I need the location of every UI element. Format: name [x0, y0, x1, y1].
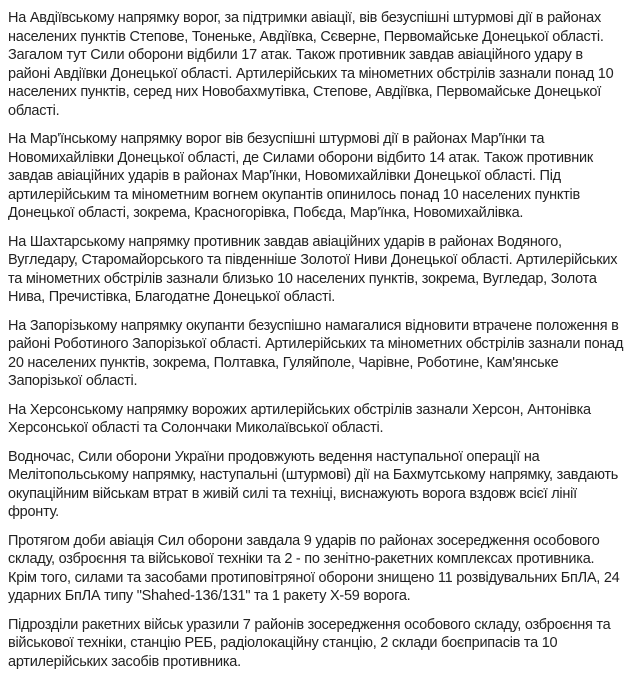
paragraph-shakhtarsk-direction: На Шахтарському напрямку противник завдав авіаційних ударів в районах Водяного, Вугледару, Старомайорського та південніше Золотої Ниви Донецької області. Артилерійських та мінометних обстрілів зазнали близько 10 населених пунктів, зокрема, Вугледар, Золота Нива, Пречистівка, Благодатне Донецької області.	[8, 233, 618, 305]
paragraph-offensive-operations: Водночас, Сили оборони України продовжують ведення наступальної операції на Мелітопольському напрямку, наступальні (штурмові) дії на Бахмутському напрямку, завдають окупаційним військам втрат в живій силі та техніці, виснажують ворога вздовж всієї лінії фронту.	[8, 448, 619, 520]
paragraph-avdiivka-direction: На Авдіївському напрямку ворог, за підтримки авіації, вів безуспішні штурмові дії в районах населених пунктів Степове, Тоненьке, Авдіївка, Сєверне, Первомайське Донецької області. Загалом тут Сили оборони відбили 17 атак. Також противник завдав авіаційного удару в районі Авдіївки Донецької області. Артилерійських та мінометних обстрілів зазнали понад 10 населених пунктів, серед них Новобахмутівка, Степове, Авдіївка, Первомайське Донецької області.	[8, 10, 614, 119]
paragraph-kherson-direction: На Херсонському напрямку ворожих артилерійських обстрілів зазнали Херсон, Антонівка Херсонської області та Солончаки Миколаївської області.	[8, 401, 591, 436]
paragraph-zaporizhzhia-direction: На Запорізькому напрямку окупанти безуспішно намагалися відновити втрачене положення в районі Роботиного Запорізької області. Артилерійських та мінометних обстрілів зазнали понад 20 населених пунктів, зокрема, Полтавка, Гуляйполе, Чарівне, Роботине, Кам'янське Запорізької області.	[8, 317, 624, 389]
paragraph-aviation-strikes: Протягом доби авіація Сил оборони завдала 9 ударів по районах зосередження особового складу, озброєння та військової техніки та 2 - по зенітно-ракетних комплексах противника. Крім того, силами та засобами протиповітряної оборони знищено 11 розвідувальних БпЛА, 24 ударних БпЛА типу "Shahed-136/131" та 1 ракету Х-59 ворога.	[8, 532, 620, 604]
paragraph-missile-forces: Підрозділи ракетних військ уразили 7 районів зосередження особового складу, озброєння та військової техніки, станцію РЕБ, радіолокаційну станцію, 2 склади боєприпасів та 10 артилерійських засобів противника.	[8, 616, 611, 670]
paragraph-marinka-direction: На Мар'їнському напрямку ворог вів безуспішні штурмові дії в районах Мар'їнки та Новомихайлівки Донецької області, де Силами оборони відбито 14 атак. Також противник завдав авіаційних ударів в районах Мар'їнки, Новомихайлівки Донецької області. Під артилерійським та мінометним вогнем окупантів опинилось понад 10 населених пунктів Донецької області, зокрема, Красногорівка, Побєда, Мар'їнка, Новомихайлівка.	[8, 131, 593, 221]
